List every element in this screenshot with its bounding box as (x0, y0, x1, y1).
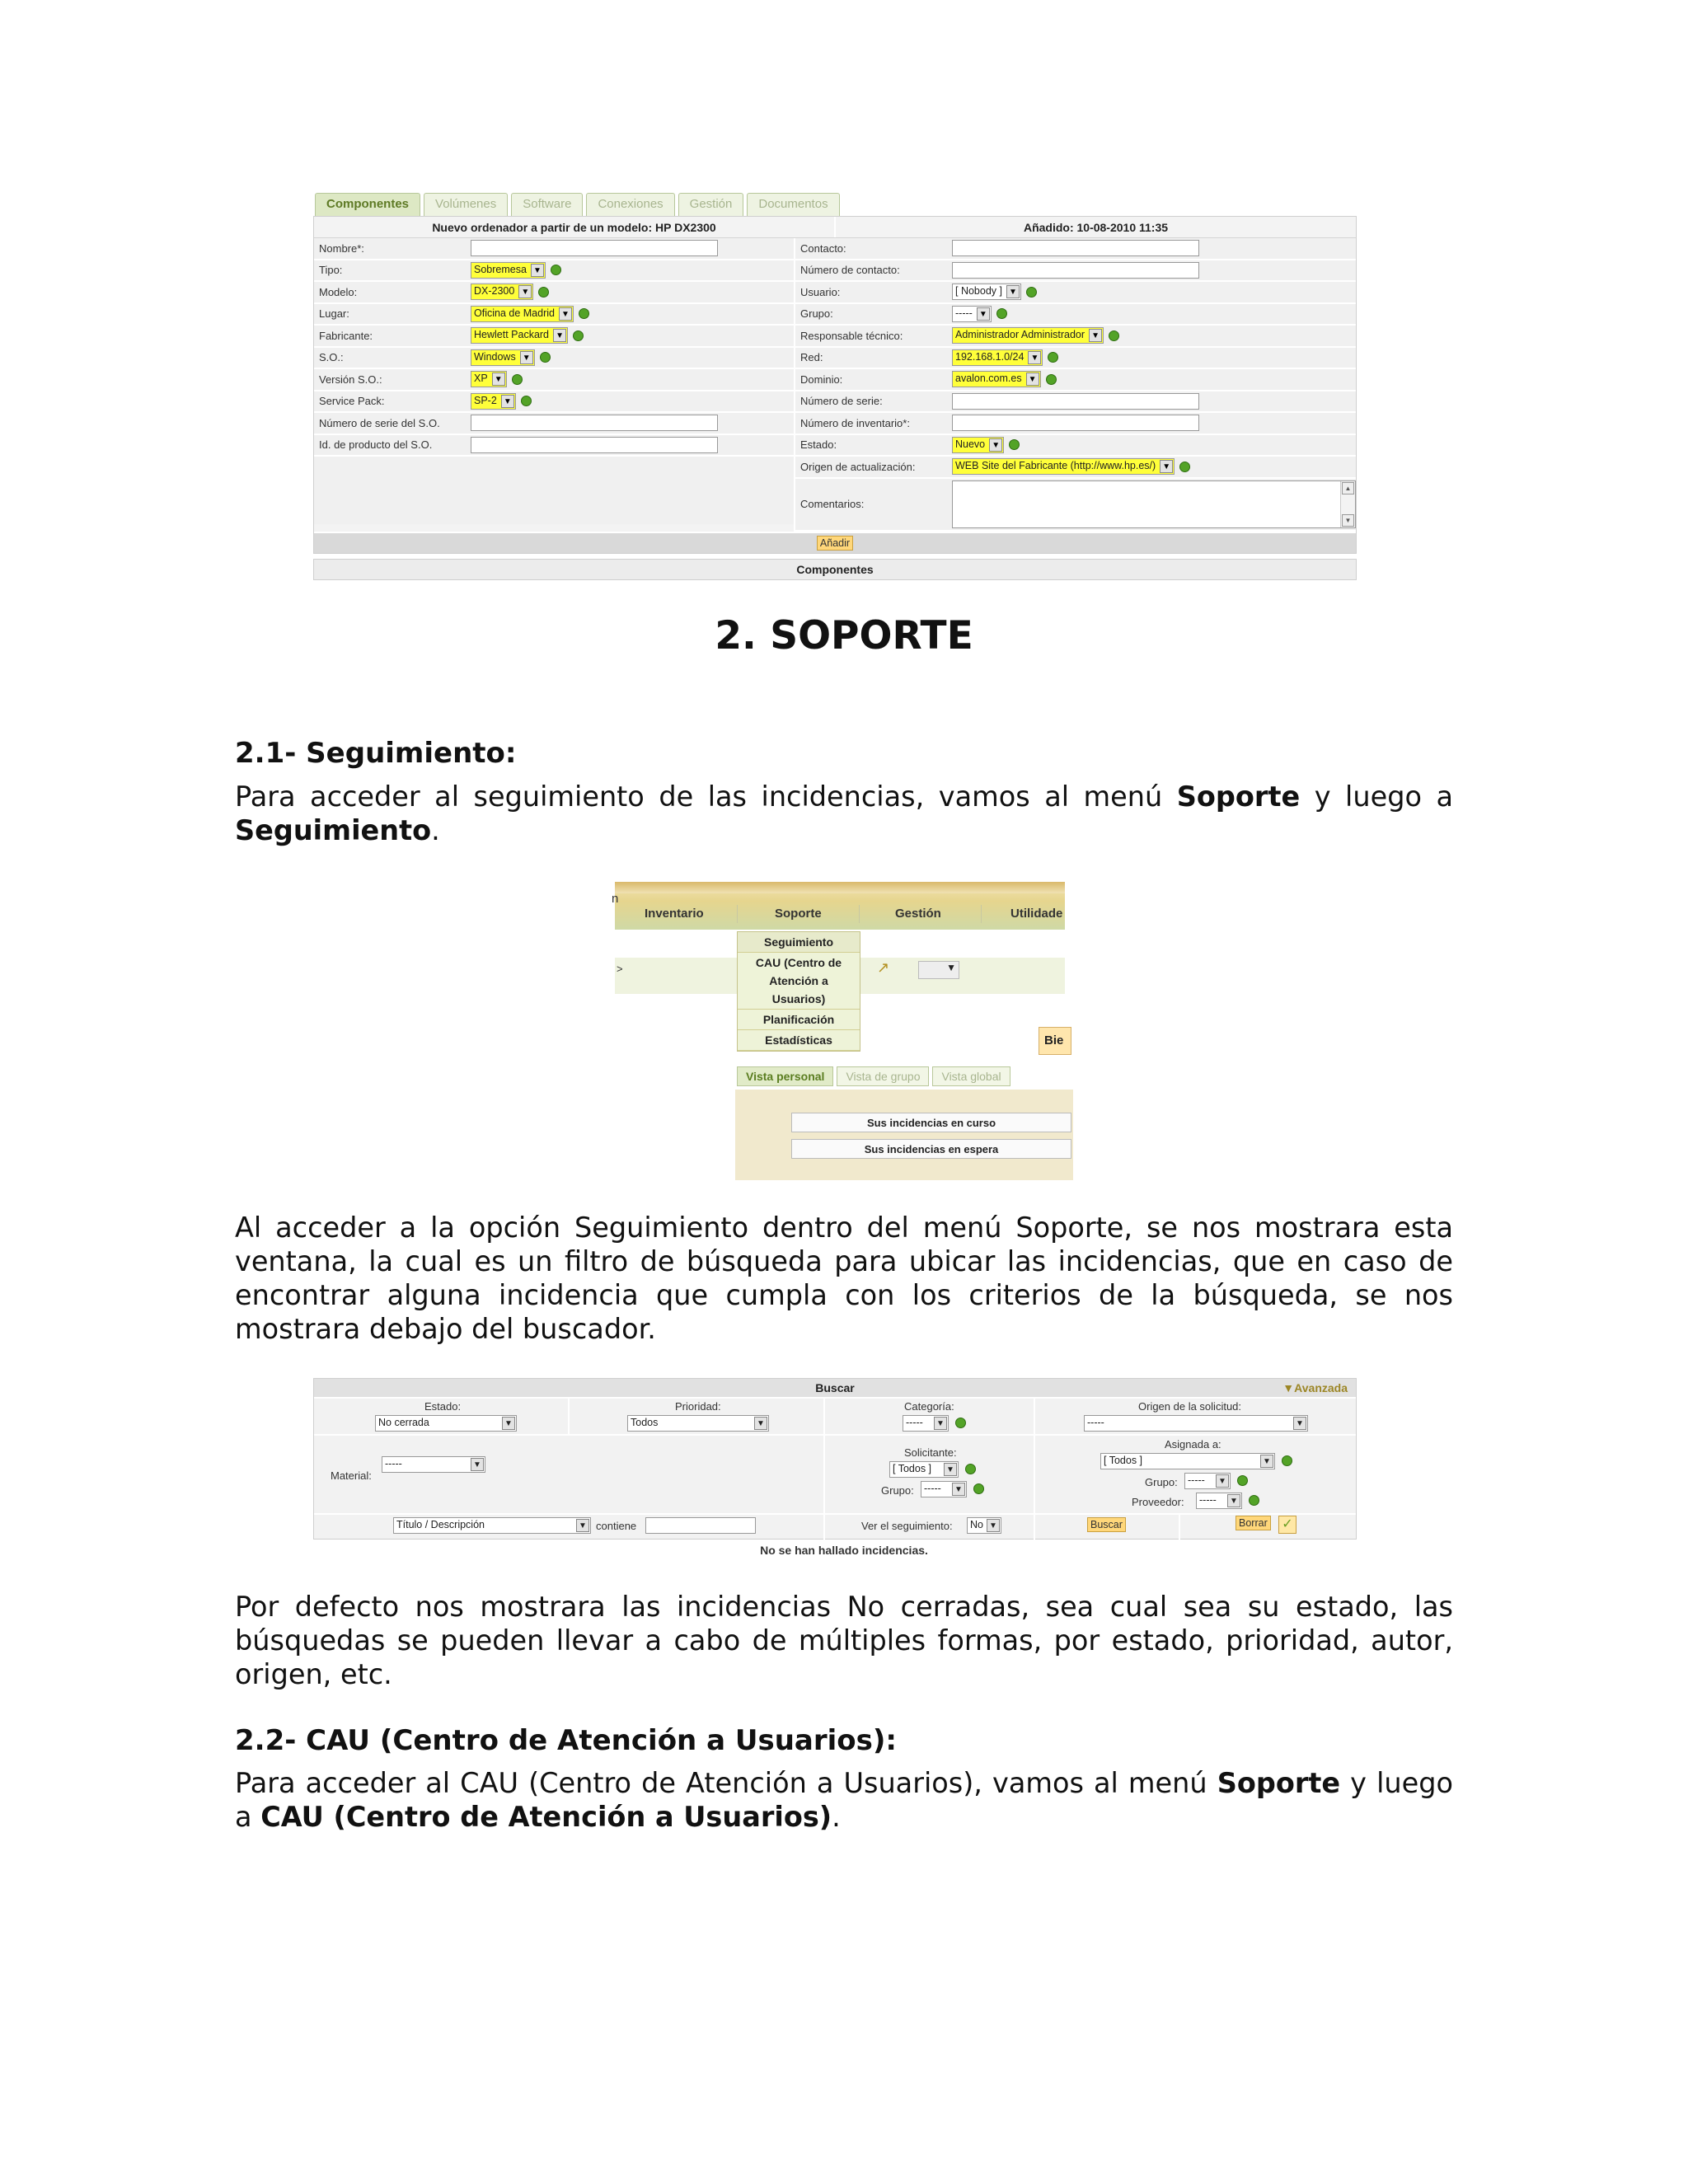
form-row (314, 326, 794, 348)
refresh-icon[interactable] (1237, 1475, 1248, 1486)
select-field[interactable] (471, 306, 574, 322)
form-left-column (314, 238, 795, 532)
form-row (795, 435, 1356, 457)
chevron-down-icon: ▼ (518, 285, 532, 298)
refresh-icon[interactable] (973, 1483, 984, 1494)
paragraph-2-1-default: Por defecto nos mostrara las incidencias No cerradas, sea cual sea su estado, las búsquedas se pueden llevar a cabo de múltiples formas, por estado, prioridad, autor, origen, etc. (235, 1591, 1453, 1690)
field-label: Grupo: (800, 307, 833, 321)
select-value: Nuevo (955, 438, 986, 450)
prioridad-select[interactable] (627, 1415, 769, 1432)
select-value: Windows (474, 350, 516, 363)
menu-soporte[interactable]: Soporte (775, 907, 822, 921)
paragraph-2-2-intro (235, 1766, 1453, 1834)
submenu-estadisticas[interactable]: Estadísticas (738, 1030, 860, 1051)
advanced-link[interactable]: ▼Avanzada (1282, 1381, 1348, 1394)
select-value: avalon.com.es (955, 373, 1022, 385)
grupo-value: ----- (924, 1483, 941, 1494)
tab-volumenes[interactable]: Volúmenes (424, 193, 508, 216)
chevron-down-icon: ▼ (1216, 1474, 1229, 1488)
field-label: Service Pack: (319, 395, 385, 408)
select-field[interactable] (952, 437, 1004, 453)
form-row (314, 282, 794, 304)
chevron-down-icon: ▼ (520, 351, 533, 364)
grupo-label: Grupo: (881, 1484, 914, 1497)
chevron-down-icon: ▼ (952, 1483, 965, 1496)
refresh-icon[interactable] (540, 352, 551, 363)
submenu-seguimiento[interactable]: Seguimiento (738, 932, 860, 953)
estado-select[interactable] (375, 1415, 517, 1432)
field-label: Modelo: (319, 285, 358, 298)
chevron-down-icon: ▼ (1160, 460, 1173, 473)
edit-icon[interactable]: ↗ (877, 959, 890, 976)
field-label: Tipo: (319, 264, 343, 277)
empty-area (314, 457, 794, 524)
categoria-label: Categoría: (904, 1400, 954, 1413)
seguimiento-value: No (970, 1519, 983, 1530)
select-field[interactable] (952, 284, 1021, 300)
tab-vista-global[interactable]: Vista global (932, 1066, 1010, 1086)
refresh-icon[interactable] (1179, 462, 1190, 472)
refresh-icon[interactable] (1109, 330, 1119, 341)
new-computer-form-screenshot (313, 193, 1357, 582)
select-field[interactable] (471, 371, 507, 387)
mini-select[interactable]: ▼ (918, 961, 959, 979)
tab-conexiones[interactable]: Conexiones (586, 193, 674, 216)
chevron-down-icon: ▼ (1260, 1455, 1273, 1468)
p22-text-c: y luego a (235, 1767, 1453, 1833)
tab-vista-grupo[interactable]: Vista de grupo (837, 1066, 929, 1086)
comments-row (795, 479, 1356, 532)
form-right-column (795, 238, 1356, 532)
incidencias-en-espera-button[interactable]: Sus incidencias en espera (791, 1139, 1071, 1159)
proveedor-select[interactable] (1196, 1493, 1242, 1509)
p1-text-c: y luego a (1300, 780, 1453, 813)
text-field[interactable] (952, 240, 1199, 256)
field-label: Id. de producto del S.O. (319, 438, 433, 452)
select-value: 192.168.1.0/24 (955, 350, 1025, 363)
grupo-select[interactable] (921, 1481, 967, 1497)
p1-text-e: . (431, 814, 440, 846)
select-value: Hewlett Packard (474, 329, 550, 341)
refresh-icon[interactable] (996, 308, 1007, 319)
p1-bold-seguimiento: Seguimiento (235, 814, 432, 846)
tab-vista-personal[interactable]: Vista personal (737, 1066, 833, 1086)
chevron-down-icon: ▼ (559, 307, 572, 321)
origen-value: ----- (1087, 1417, 1104, 1428)
checkmark-icon[interactable]: ✓ (1278, 1516, 1296, 1534)
refresh-icon[interactable] (1046, 374, 1057, 385)
field-label: Estado: (800, 438, 837, 452)
grupo2-value: ----- (1188, 1474, 1205, 1486)
estado-value: No cerrada (378, 1417, 429, 1428)
solicitante-select[interactable] (889, 1461, 959, 1478)
chevron-down-icon: ▼ (987, 1519, 1000, 1532)
asignada-label: Asignada a: (1165, 1438, 1221, 1451)
field-label: Responsable técnico: (800, 329, 903, 342)
titulo-select[interactable] (393, 1517, 591, 1534)
select-value: Sobremesa (474, 263, 527, 275)
view-panel (735, 1090, 1073, 1180)
submenu-planificacion[interactable]: Planificación (738, 1010, 860, 1030)
chevron-down-icon: ▼ (989, 438, 1002, 452)
incidencias-en-curso-button[interactable]: Sus incidencias en curso (791, 1113, 1071, 1132)
form-row (314, 304, 794, 326)
support-menu-screenshot (612, 882, 1065, 1177)
heading-2-1: 2.1- Seguimiento: (235, 737, 517, 770)
proveedor-label: Proveedor: (1132, 1496, 1184, 1508)
chevron-down-icon: ▼ (1293, 1417, 1306, 1430)
prioridad-label: Prioridad: (675, 1400, 721, 1413)
form-row (795, 348, 1356, 370)
submenu-cau-line1[interactable]: CAU (Centro de (755, 956, 842, 969)
form-row (795, 391, 1356, 414)
select-value: [ Nobody ] (955, 285, 1002, 298)
chevron-down-icon: ▼ (754, 1417, 767, 1430)
text-field[interactable] (952, 415, 1199, 431)
menu-left-fragment: n (612, 892, 619, 906)
form-row (314, 348, 794, 370)
scroll-up-icon[interactable]: ▲ (1342, 482, 1354, 494)
seguimiento-select[interactable] (967, 1517, 1001, 1534)
select-value: SP-2 (474, 394, 497, 406)
tab-documentos[interactable]: Documentos (747, 193, 839, 216)
p22-text-e: . (832, 1801, 841, 1833)
chevron-down-icon: ▼ (1028, 351, 1041, 364)
form-row (795, 413, 1356, 435)
chevron-down-icon: ▼ (944, 1463, 957, 1476)
section-title: 2. SOPORTE (715, 613, 973, 658)
estado-label: Estado: (424, 1400, 462, 1413)
chevron-down-icon: ▼ (576, 1519, 589, 1532)
chevron-down-icon: ▼ (502, 1417, 515, 1430)
field-label: Red: (800, 351, 823, 364)
advanced-label: Avanzada (1294, 1381, 1348, 1394)
origen-label: Origen de la solicitud: (1138, 1400, 1242, 1413)
form-row (795, 282, 1356, 304)
form-row (795, 304, 1356, 326)
paragraph-2-1-description: Al acceder a la opción Seguimiento dentro del menú Soporte, se nos mostrara esta ventana, la cual es un filtro de búsqueda para ubicar las incidencias, que en caso de encontrar alguna incidencia que cumpla con los criterios de la búsqueda, se nos mostrara debajo del buscador. (235, 1212, 1453, 1345)
field-label: Número de serie: (800, 395, 883, 408)
select-field[interactable] (471, 349, 535, 366)
form-row (795, 369, 1356, 391)
chevron-down-icon: ▼ (977, 307, 990, 321)
form-row (795, 326, 1356, 348)
tab-componentes[interactable]: Componentes (315, 193, 420, 216)
form-tabs (313, 193, 1357, 216)
chevron-down-icon: ▼ (553, 329, 566, 342)
select-field[interactable] (471, 262, 546, 279)
borrar-button[interactable]: Borrar (1236, 1516, 1271, 1530)
scrollbar[interactable] (1340, 481, 1355, 527)
field-label: Nombre*: (319, 241, 364, 255)
field-label: Lugar: (319, 307, 349, 321)
form-header (314, 217, 1356, 238)
text-field[interactable] (471, 437, 718, 453)
chevron-down-icon: ▼ (1089, 329, 1102, 342)
refresh-icon[interactable] (1048, 352, 1058, 363)
soporte-submenu (737, 931, 860, 1052)
refresh-icon[interactable] (579, 308, 589, 319)
tab-software[interactable]: Software (511, 193, 583, 216)
tab-gestion[interactable]: Gestión (678, 193, 744, 216)
menu-utilidades[interactable]: Utilidade (1010, 907, 1063, 921)
solicitante-value: [ Todos ] (893, 1463, 932, 1474)
menu-inventario[interactable]: Inventario (645, 907, 704, 921)
form-row (795, 457, 1356, 479)
field-label: Contacto: (800, 241, 846, 255)
p1-bold-soporte: Soporte (1176, 780, 1301, 813)
select-field[interactable] (471, 284, 533, 300)
add-button[interactable]: Añadir (817, 536, 853, 551)
chevron-down-icon: ▼ (934, 1417, 947, 1430)
material-select[interactable] (382, 1456, 485, 1473)
search-title: Buscar (815, 1381, 855, 1394)
field-label: Fabricante: (319, 329, 373, 342)
refresh-icon[interactable] (965, 1464, 976, 1474)
grupo2-select[interactable] (1184, 1473, 1231, 1489)
material-label: Material: (331, 1469, 372, 1482)
select-field[interactable] (471, 393, 516, 410)
text-field[interactable] (471, 415, 718, 431)
partial-button[interactable]: Bie (1039, 1027, 1071, 1055)
prioridad-value: Todos (631, 1417, 659, 1428)
submenu-cau-line3[interactable]: Usuarios) (738, 988, 860, 1010)
field-label: Número de serie del S.O. (319, 416, 440, 429)
heading-2-2: 2.2- CAU (Centro de Atención a Usuarios): (235, 1724, 898, 1757)
components-footer: Componentes (313, 559, 1357, 580)
refresh-icon[interactable] (1009, 439, 1020, 450)
scroll-down-icon[interactable]: ▼ (1342, 514, 1354, 527)
paragraph-2-1-intro (235, 780, 1453, 847)
chevron-down-icon: ▼ (471, 1458, 484, 1471)
menu-gestion[interactable]: Gestión (895, 907, 941, 921)
select-field[interactable] (952, 327, 1104, 344)
select-value: DX-2300 (474, 285, 515, 298)
refresh-icon[interactable] (1249, 1495, 1259, 1506)
select-value: ----- (955, 307, 973, 319)
field-label: Usuario: (800, 285, 841, 298)
form-left-header: Nuevo ordenador a partir de un modelo: HP DX2300 (314, 217, 836, 237)
origen-select[interactable] (1084, 1415, 1308, 1432)
comments-label: Comentarios: (800, 498, 865, 510)
search-header (314, 1379, 1356, 1397)
proveedor-value: ----- (1199, 1494, 1217, 1506)
refresh-icon[interactable] (1282, 1455, 1292, 1466)
contiene-label: contiene (596, 1520, 637, 1532)
submenu-cau-line2[interactable]: Atención a (769, 974, 828, 987)
chevron-down-icon: ▼ (492, 373, 505, 386)
form-row (314, 238, 794, 260)
chevron-down-icon: ▼ (531, 264, 544, 277)
search-filter-screenshot (313, 1378, 1357, 1540)
seguimiento-label: Ver el seguimiento: (861, 1520, 953, 1532)
refresh-icon[interactable] (551, 265, 561, 275)
chevron-down-icon: ▼ (1227, 1494, 1240, 1507)
asignada-value: [ Todos ] (1104, 1455, 1143, 1466)
titulo-value: Título / Descripción (396, 1519, 485, 1530)
text-field[interactable] (952, 393, 1199, 410)
categoria-select[interactable] (903, 1415, 949, 1432)
form-right-header: Añadido: 10-08-2010 11:35 (1023, 221, 1169, 234)
comments-textarea[interactable] (952, 480, 1356, 528)
select-value: Oficina de Madrid (474, 307, 555, 319)
p1-text-a: Para acceder al seguimiento de las incidencias, vamos al menú (235, 780, 1177, 813)
buscar-button[interactable]: Buscar (1087, 1517, 1126, 1532)
field-label: Versión S.O.: (319, 373, 382, 386)
form-row (314, 413, 794, 435)
select-field[interactable] (471, 327, 568, 344)
p22-bold-soporte: Soporte (1217, 1767, 1341, 1799)
form-row (314, 391, 794, 414)
field-label: Origen de actualización: (800, 460, 916, 473)
row-fragment: > (617, 963, 623, 975)
select-field[interactable] (952, 306, 992, 322)
form-row (314, 260, 794, 283)
solicitante-label: Solicitante: (904, 1446, 957, 1459)
form-row (314, 435, 794, 457)
form-box (313, 216, 1357, 554)
categoria-value: ----- (906, 1417, 923, 1428)
text-field[interactable] (952, 262, 1199, 279)
select-field[interactable] (952, 371, 1041, 387)
no-results-message: No se han hallado incidencias. (760, 1544, 928, 1557)
chevron-down-icon: ▼ (1026, 373, 1039, 386)
refresh-icon[interactable] (573, 330, 584, 341)
material-value: ----- (385, 1458, 402, 1469)
chevron-down-icon: ▼ (501, 395, 514, 408)
refresh-icon[interactable] (521, 396, 532, 406)
select-value: Administrador Administrador (955, 329, 1085, 341)
field-label: Dominio: (800, 373, 843, 386)
p22-bold-cau: CAU (Centro de Atención a Usuarios) (260, 1801, 832, 1833)
form-row (314, 369, 794, 391)
p22-text-a: Para acceder al CAU (Centro de Atención a Usuarios), vamos al menú (235, 1767, 1217, 1799)
add-row (314, 532, 1356, 553)
field-label: S.O.: (319, 351, 344, 364)
text-field[interactable] (471, 240, 718, 256)
refresh-icon[interactable] (538, 287, 549, 298)
form-row (795, 238, 1356, 260)
chevron-down-icon: ▼ (1006, 285, 1020, 298)
refresh-icon[interactable] (955, 1418, 966, 1428)
refresh-icon[interactable] (1026, 287, 1037, 298)
field-label: Número de inventario*: (800, 416, 910, 429)
contiene-input[interactable] (645, 1517, 756, 1534)
refresh-icon[interactable] (512, 374, 523, 385)
select-field[interactable] (952, 458, 1175, 475)
grupo2-label: Grupo: (1145, 1476, 1178, 1488)
form-row (795, 260, 1356, 283)
view-tabs (737, 1066, 1010, 1086)
field-label: Número de contacto: (800, 264, 900, 277)
select-value: XP (474, 373, 488, 385)
select-field[interactable] (952, 349, 1043, 366)
asignada-select[interactable] (1100, 1453, 1275, 1469)
select-value: WEB Site del Fabricante (http://www.hp.es/) (955, 460, 1156, 472)
